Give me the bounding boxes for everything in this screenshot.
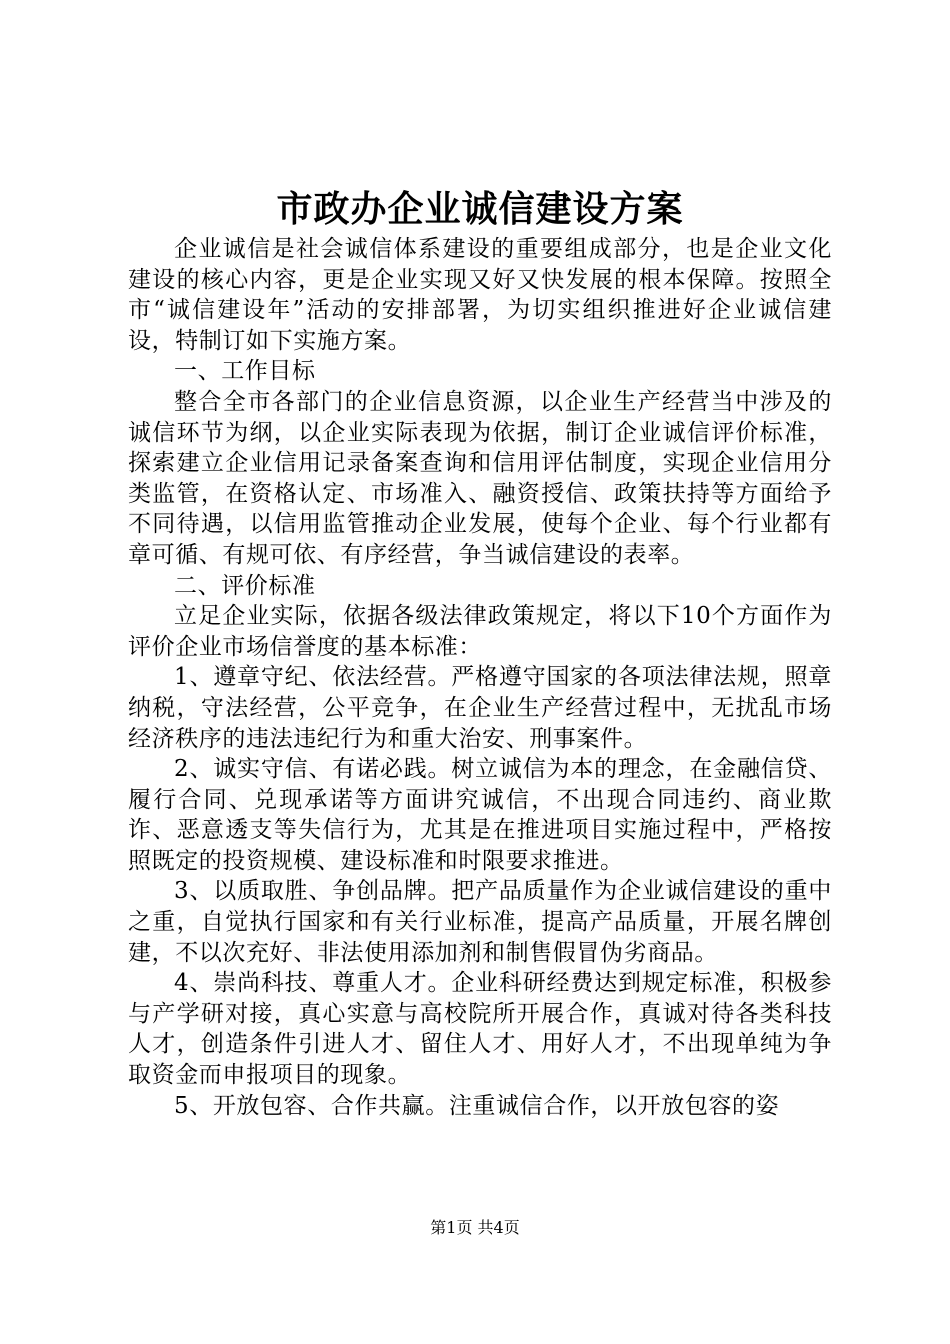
document-title: 市政办企业诚信建设方案: [276, 188, 684, 230]
list-item-2: 2、诚实守信、有诺必践。树立诚信为本的理念，在金融信贷、履行合同、兑现承诺等方面讲究诚信，不出现合同违约、商业欺诈、恶意透支等失信行为，尤其是在推进项目实施过程中，严格按照既定的投资规模、建设标准和时限要求推进。: [128, 756, 832, 874]
list-item-4: 4、崇尚科技、尊重人才。企业科研经费达到规定标准，积极参与产学研对接，真心实意与高校院所开展合作，真诚对待各类科技人才，创造条件引进人才、留住人才、用好人才，不出现单纯为争取资金而申报项目的现象。: [128, 970, 832, 1089]
section-heading-goals: 一、工作目标: [174, 358, 316, 385]
document-body: [128, 234, 832, 1121]
list-item-3: 3、以质取胜、争创品牌。把产品质量作为企业诚信建设的重中之重，自觉执行国家和有关行业标准，提高产品质量，开展名牌创建，不以次充好、非法使用添加剂和制售假冒伪劣商品。: [128, 878, 832, 966]
page-footer: 第1页 共4页: [430, 1218, 520, 1237]
section-heading-standards: 二、评价标准: [174, 572, 316, 599]
list-item-5: 5、开放包容、合作共赢。注重诚信合作，以开放包容的姿: [174, 1092, 780, 1119]
paragraph-goals: 整合全市各部门的企业信息资源，以企业生产经营当中涉及的诚信环节为纲，以企业实际表现为依据，制订企业诚信评价标准，探索建立企业信用记录备案查询和信用评估制度，实现企业信用分类监管，在资格认定、市场准入、融资授信、政策扶持等方面给予不同待遇，以信用监管推动企业发展，使每个企业、每个行业都有章可循、有规可依、有序经营，争当诚信建设的表率。: [128, 388, 832, 568]
paragraph-intro: 企业诚信是社会诚信体系建设的重要组成部分，也是企业文化建设的核心内容，更是企业实现又好又快发展的根本保障。按照全市“诚信建设年”活动的安排部署，为切实组织推进好企业诚信建设，特制订如下实施方案。: [128, 236, 832, 354]
paragraph-standards-intro: 立足企业实际，依据各级法律政策规定，将以下10个方面作为评价企业市场信誉度的基本标准：: [128, 603, 832, 660]
list-item-1: 1、遵章守纪、依法经营。严格遵守国家的各项法律法规，照章纳税，守法经营，公平竞争，在企业生产经营过程中，无扰乱市场经济秩序的违法违纪行为和重大治安、刑事案件。: [128, 664, 832, 752]
